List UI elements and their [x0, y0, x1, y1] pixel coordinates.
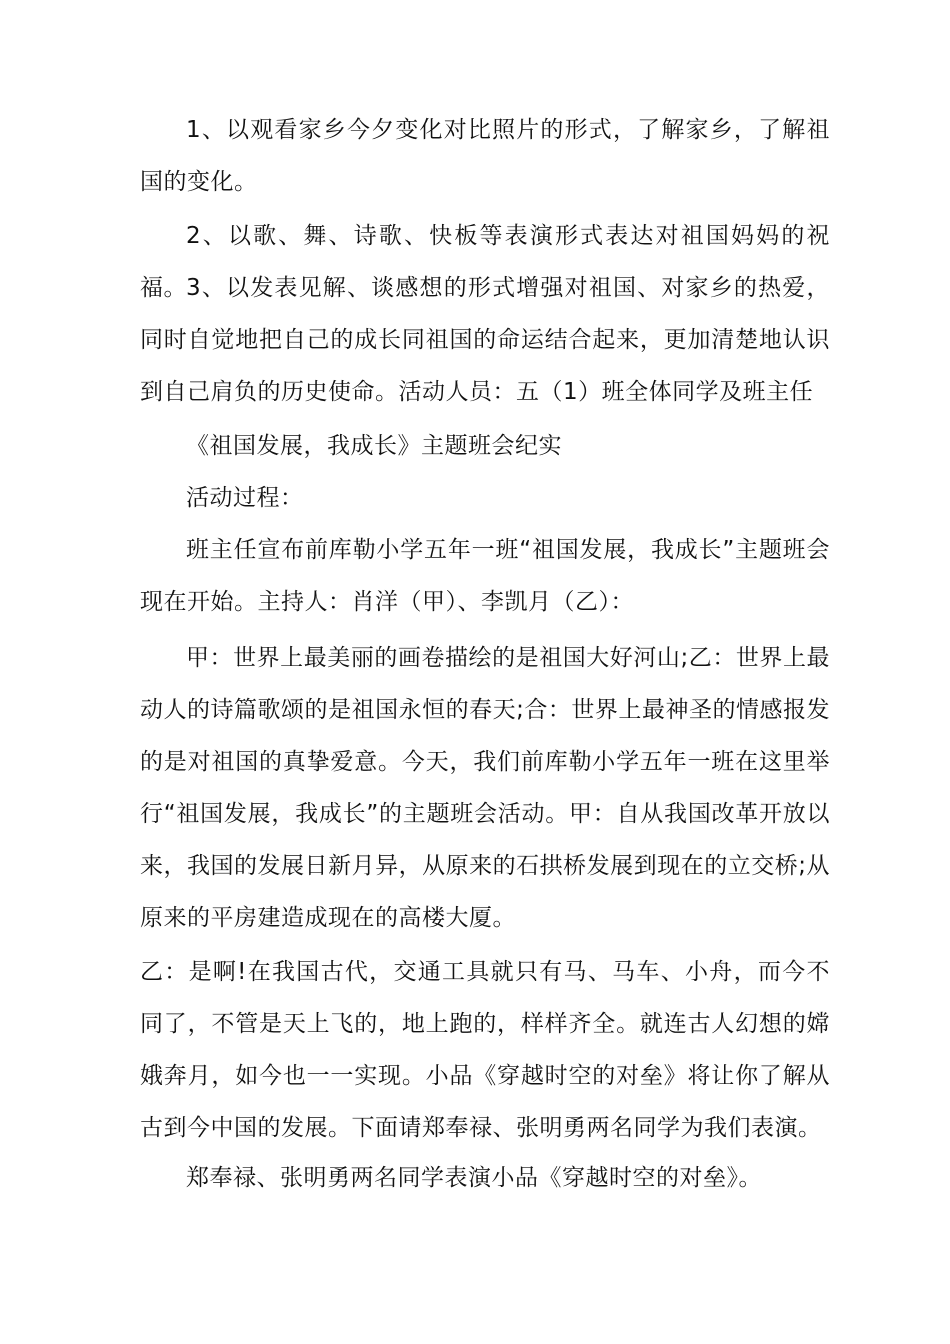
- paragraph-6: 班主任宣布前库勒小学五年一班“祖国发展，我成长”主题班会现在开始。主持人：肖洋（甲）、李凯月（乙）：: [140, 537, 830, 615]
- paragraph-2: 2、以歌、舞、诗歌、快板等表演形式表达对祖国妈妈的祝福。: [140, 223, 830, 301]
- paragraph-9: 郑奉禄、张明勇两名同学表演小品《穿越时空的对垒》。: [186, 1165, 762, 1191]
- paragraph-8: 乙：是啊!在我国古代，交通工具就只有马、马车、小舟，而今不同了，不管是天上飞的，地上跑的，样样齐全。就连古人幻想的嫦娥奔月，如今也一一实现。小品《穿越时空的对垒》将让你了解从古到今中国的发展。下面请郑奉禄、张明勇两名同学为我们表演。: [140, 959, 830, 1141]
- paragraph-3: 3、以发表见解、谈感想的形式增强对祖国、对家乡的热爱，同时自觉地把自己的成长同祖国的命运结合起来，更加清楚地认识到自己肩负的历史使命。活动人员：五（1）班全体同学及班主任: [140, 275, 830, 405]
- paragraph-7: 甲：世界上最美丽的画卷描绘的是祖国大好河山;乙：世界上最动人的诗篇歌颂的是祖国永恒的春天;合：世界上最神圣的情感报发的是对祖国的真挚爱意。今天，我们前库勒小学五年一班在这里举行“祖国发展，我成长”的主题班会活动。甲：自从我国改革开放以来，我国的发展日新月异，从原来的石拱桥发展到现在的立交桥;从原来的平房建造成现在的高楼大厦。: [140, 645, 830, 931]
- paragraph-4: 《祖国发展，我成长》主题班会纪实: [186, 433, 562, 459]
- paragraph-1: 1、以观看家乡今夕变化对比照片的形式，了解家乡，了解祖国的变化。: [140, 117, 830, 195]
- paragraph-5: 活动过程：: [186, 485, 304, 511]
